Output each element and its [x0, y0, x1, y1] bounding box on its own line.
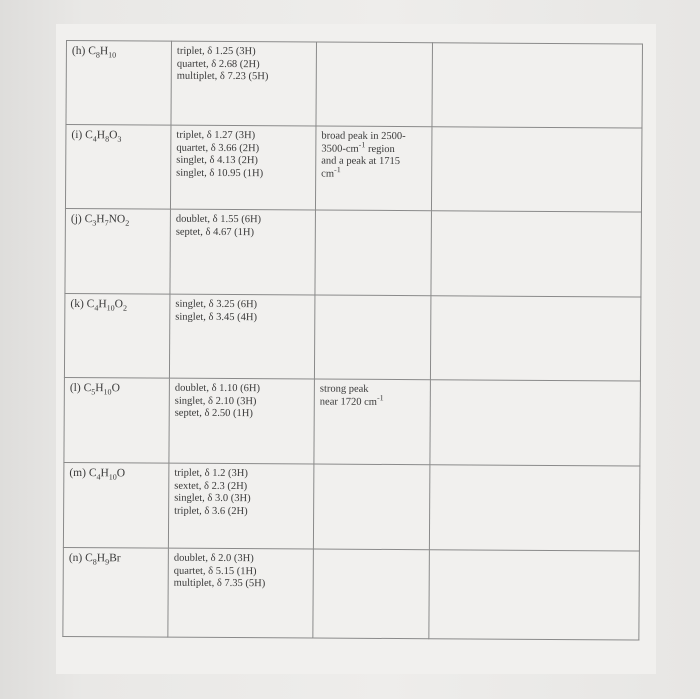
nmr-signal: singlet, δ 10.95 (1H) [176, 167, 264, 179]
problem-label: (m) [69, 467, 87, 480]
problem-label: (h) [71, 45, 86, 58]
ir-note-line [321, 131, 426, 144]
nmr-data-cell [170, 209, 316, 295]
formula-subscript: 4 [96, 472, 101, 482]
table-body [63, 41, 643, 641]
formula-subscript: 2 [122, 303, 127, 313]
nmr-data-cell [169, 294, 315, 379]
formula-element: O [114, 298, 124, 311]
ir-note-text: region [365, 143, 395, 155]
nmr-data-cell [168, 548, 314, 638]
problem-label: (i) [71, 129, 83, 142]
answer-cell[interactable] [429, 465, 640, 551]
problem-label: (l) [69, 382, 81, 395]
nmr-data-cell [171, 41, 317, 126]
formula-subscript: 8 [105, 134, 110, 144]
nmr-signal: multiplet, δ 7.23 (5H) [176, 70, 269, 83]
table-row [63, 547, 640, 640]
formula-element: C [86, 298, 95, 311]
answer-cell[interactable] [430, 296, 641, 381]
nmr-signal: triplet, δ 1.27 (3H) [176, 129, 256, 142]
nmr-signal: multiplet, δ 7.35 (5H) [173, 577, 266, 590]
formula-element: C [85, 552, 93, 565]
answer-cell[interactable] [431, 127, 642, 212]
nmr-signal: triplet, δ 1.2 (3H) [174, 467, 248, 480]
table-row [63, 462, 640, 551]
formula-subscript: 10 [108, 50, 117, 60]
ir-note-text: and a peak at 1715 [321, 155, 401, 168]
table-row [66, 41, 643, 129]
spectroscopy-problem-table [62, 40, 643, 641]
formula-subscript: 2 [125, 218, 130, 228]
formula-element: O [111, 382, 120, 395]
formula-element: O [116, 467, 126, 480]
formula-element: C [88, 467, 97, 480]
nmr-signal: doublet, δ 2.0 (3H) [173, 552, 254, 565]
formula-element: H [96, 129, 106, 142]
nmr-signal: sextet, δ 2.3 (2H) [174, 480, 248, 492]
ir-note-text: near 1720 cm [319, 396, 377, 408]
formula-cell [64, 377, 170, 463]
formula-subscript: 9 [105, 557, 110, 567]
formula-element: H [100, 467, 109, 480]
formula-element: H [96, 213, 105, 226]
nmr-signal: singlet, δ 3.25 (6H) [175, 298, 258, 311]
nmr-signal: septet, δ 4.67 (1H) [175, 226, 255, 238]
formula-element: C [84, 213, 93, 226]
ir-note-text: strong peak [319, 383, 369, 395]
ir-note-superscript: -1 [358, 139, 366, 149]
formula-cell [65, 125, 171, 210]
problem-label: (j) [70, 213, 82, 226]
nmr-signal: septet, δ 2.50 (1H) [174, 407, 253, 420]
formula-subscript: 10 [108, 472, 117, 482]
nmr-signal: singlet, δ 3.45 (4H) [175, 311, 258, 323]
ir-data-cell [313, 549, 430, 639]
nmr-data-cell [168, 463, 314, 549]
formula-cell [65, 208, 171, 294]
table-row [64, 293, 641, 381]
nmr-data-cell [169, 378, 315, 464]
ir-data-cell [313, 464, 430, 550]
formula-subscript: 8 [92, 557, 97, 567]
nmr-signal: quartet, δ 5.15 (1H) [173, 565, 257, 577]
formula-element: C [88, 45, 96, 58]
formula-subscript: 5 [91, 387, 96, 397]
table-row [64, 377, 641, 466]
problem-label: (k) [70, 298, 84, 311]
ir-data-cell [315, 126, 432, 211]
nmr-signal: triplet, δ 1.25 (3H) [176, 45, 256, 58]
nmr-data-cell [170, 125, 316, 210]
nmr-signal: doublet, δ 1.55 (6H) [175, 213, 262, 226]
nmr-signal: singlet, δ 3.0 (3H) [174, 492, 251, 505]
formula-element: C [85, 129, 93, 142]
formula-subscript: 3 [92, 218, 97, 228]
formula-cell [63, 547, 169, 637]
ir-data-cell [315, 210, 432, 296]
ir-data-cell [316, 42, 433, 127]
formula-subscript: 10 [103, 387, 112, 397]
formula-element: H [95, 382, 104, 395]
nmr-signal: singlet, δ 4.13 (2H) [176, 154, 258, 167]
ir-note-superscript: -1 [376, 392, 384, 402]
ir-note-text: 3500-cm [321, 143, 359, 155]
ir-note-line [320, 384, 425, 397]
formula-subscript: 7 [104, 218, 109, 228]
formula-element: H [96, 552, 106, 565]
formula-subscript: 4 [94, 303, 99, 313]
formula-subscript: 3 [117, 134, 122, 144]
formula-subscript: 8 [95, 50, 100, 60]
formula-subscript: 4 [92, 134, 97, 144]
formula-cell [63, 462, 169, 548]
formula-cell [64, 293, 170, 378]
formula-element: O [116, 213, 126, 226]
formula-element: N [108, 213, 117, 226]
formula-element: O [109, 129, 118, 142]
ir-note-text: broad peak in 2500- [321, 130, 406, 143]
formula-cell [66, 41, 172, 126]
formula-element: H [99, 45, 109, 58]
nmr-signal: doublet, δ 1.10 (6H) [174, 382, 261, 395]
ir-data-cell [314, 379, 431, 465]
nmr-signal: quartet, δ 2.68 (2H) [176, 58, 260, 70]
ir-note-line [321, 139, 426, 156]
answer-cell[interactable] [429, 550, 640, 640]
formula-element: C [83, 382, 92, 395]
formula-subscript: 10 [106, 303, 115, 313]
nmr-signal: singlet, δ 2.10 (3H) [174, 395, 257, 407]
formula-element: H [98, 298, 107, 311]
nmr-signal: quartet, δ 3.66 (2H) [176, 142, 260, 154]
nmr-signal: triplet, δ 3.6 (2H) [174, 505, 248, 517]
ir-note-text: cm [321, 168, 335, 180]
ir-note-superscript: -1 [334, 164, 341, 174]
answer-cell[interactable] [431, 211, 642, 297]
problem-label: (n) [68, 552, 83, 565]
ir-note-line [321, 164, 426, 181]
formula-element: Br [109, 552, 121, 565]
answer-cell[interactable] [432, 43, 643, 128]
table-row [65, 125, 642, 213]
ir-data-cell [314, 295, 431, 380]
answer-cell[interactable] [430, 380, 641, 466]
table-row [65, 208, 642, 297]
ir-note-line [319, 392, 425, 409]
